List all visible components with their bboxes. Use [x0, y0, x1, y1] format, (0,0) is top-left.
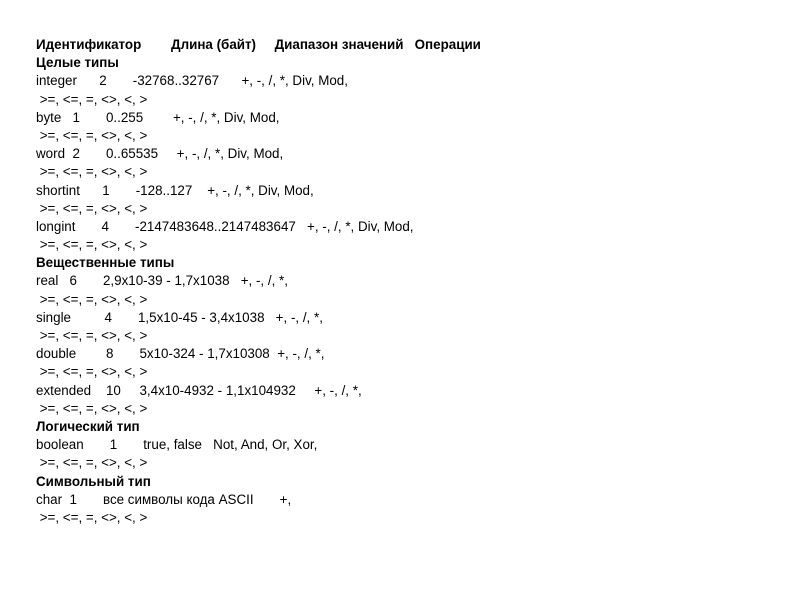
real-row: real 6 2,9x10-39 - 1,7x1038 +, -, /, *,	[36, 273, 288, 289]
section-title-char-type: Символьный тип	[36, 473, 151, 489]
integer-ops-row: >=, <=, =, <>, <, >	[36, 91, 148, 107]
shortint-row: shortint 1 -128..127 +, -, /, *, Div, Mod,	[36, 182, 314, 198]
double-ops-row: >=, <=, =, <>, <, >	[36, 364, 148, 380]
section-title-real-types: Вещественные типы	[36, 255, 175, 271]
real-ops-row: >=, <=, =, <>, <, >	[36, 291, 148, 307]
longint-row: longint 4 -2147483648..2147483647 +, -, /, *, Div, Mod,	[36, 218, 414, 234]
shortint-ops-row: >=, <=, =, <>, <, >	[36, 200, 148, 216]
section-title-logical-type: Логический тип	[36, 418, 140, 434]
longint-ops-row: >=, <=, =, <>, <, >	[36, 237, 148, 253]
integer-row: integer 2 -32768..32767 +, -, /, *, Div, Mod,	[36, 73, 348, 89]
byte-row: byte 1 0..255 +, -, /, *, Div, Mod,	[36, 109, 280, 125]
single-ops-row: >=, <=, =, <>, <, >	[36, 328, 148, 343]
byte-ops-row: >=, <=, =, <>, <, >	[36, 127, 148, 143]
types-table-document	[36, 36, 776, 527]
section-title-integer-types: Целые типы	[36, 55, 119, 71]
single-row: single 4 1,5x10-45 - 3,4x1038 +, -, /, *,	[36, 309, 323, 325]
word-row: word 2 0..65535 +, -, /, *, Div, Mod,	[36, 146, 284, 162]
extended-ops-row: >=, <=, =, <>, <, >	[36, 400, 148, 416]
boolean-ops-row: >=, <=, =, <>, <, >	[36, 455, 148, 471]
boolean-row: boolean 1 true, false Not, And, Or, Xor,	[36, 437, 318, 453]
extended-row: extended 10 3,4x10-4932 - 1,1x104932 +, -, /, *,	[36, 382, 362, 398]
double-row: double 8 5x10-324 - 1,7x10308 +, -, /, *,	[36, 346, 325, 362]
column-header: Идентификатор Длина (байт) Диапазон значений Операции	[36, 37, 481, 52]
char-ops-row: >=, <=, =, <>, <, >	[36, 509, 148, 525]
word-ops-row: >=, <=, =, <>, <, >	[36, 164, 148, 180]
char-row: char 1 все символы кода ASCII +,	[36, 491, 292, 507]
